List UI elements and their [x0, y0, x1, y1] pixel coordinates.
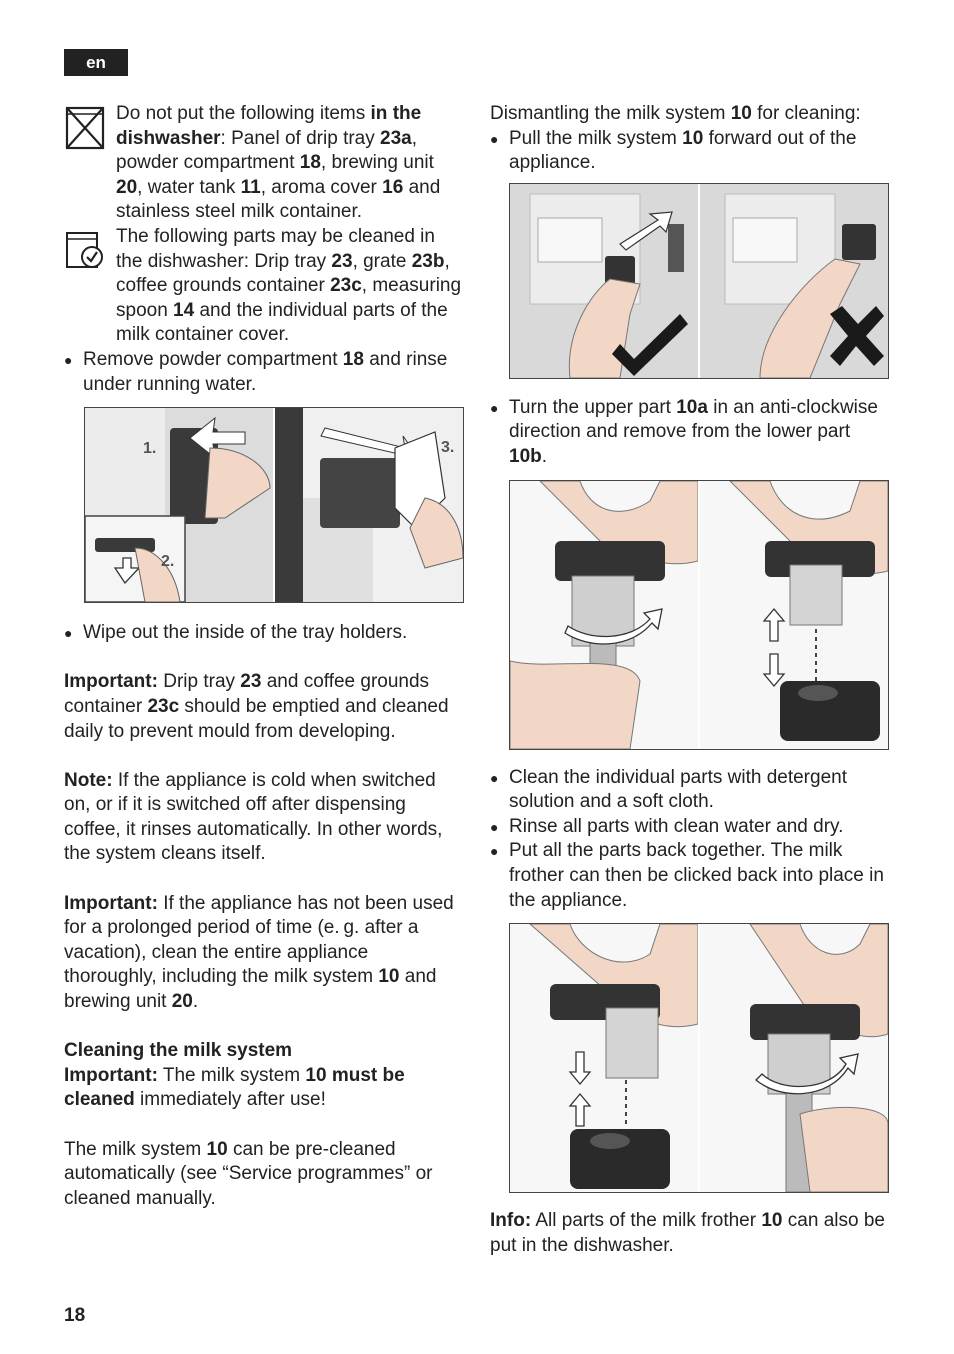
figure-powder-compartment: [84, 407, 464, 603]
bullet-remove-powder-compartment: ● Remove powder compartment 18 and rinse under running water.: [64, 348, 464, 397]
figure-reassemble: [509, 923, 889, 1193]
dishwasher-allowed-block: [64, 225, 464, 348]
note-auto-rinse: Note: If the appliance is cold when switched on, or if it is switched off after dispensing coffee, it rinses automatically. In other words, the system cleans itself.: [64, 769, 443, 865]
important-drip-tray: Important: Drip tray 23 and coffee grounds container 23c should be emptied and cleaned daily to prevent mould from developing.: [64, 671, 449, 742]
left-column: [64, 102, 464, 1211]
dismantle-heading: Dismantling the milk system 10 for cleaning:: [490, 103, 861, 124]
step-label-3: 3.: [441, 439, 455, 457]
figure-panel-left: [85, 408, 273, 602]
dishwasher-check-icon: [64, 227, 106, 273]
important-clean-immediately: Important: The milk system 10 must be cleaned immediately after use!: [64, 1064, 405, 1111]
figure-panel-click: [698, 924, 888, 1192]
bullet-turn-upper-part: ● Turn the upper part 10a in an anti-clockwise direction and remove from the lower part 10b.: [490, 396, 892, 470]
figure-pull-milk-system: [509, 183, 889, 379]
page-number: 18: [64, 1305, 86, 1326]
figure-panel-join: [510, 924, 698, 1192]
language-tab: en: [64, 49, 128, 76]
dishwasher-not-allowed-text: Do not put the following items in the dishwasher: Panel of drip tray 23a, powder compartment 18, brewing unit 20, water tank 11, aroma cover 16 and stainless steel milk container.: [116, 103, 441, 223]
milk-system-precleaned: The milk system 10 can be pre-cleaned automatically (see “Service programmes” or cleaned manually.: [64, 1138, 433, 1209]
figure-panel-wrong: [698, 184, 888, 378]
bullet-rinse-parts: ● Rinse all parts with clean water and dry.: [490, 815, 892, 840]
dishwasher-crossed-icon: [64, 104, 106, 150]
figure-panel-rotate: [510, 481, 698, 749]
bullet-pull-milk-system: ● Pull the milk system 10 forward out of the appliance.: [490, 127, 892, 176]
info-dishwasher-safe: Info: All parts of the milk frother 10 can also be put in the dishwasher.: [490, 1210, 885, 1256]
right-column: [490, 102, 892, 1258]
important-prolonged-disuse: Important: If the appliance has not been used for a prolonged period of time (e. g. after a vacation), clean the entire appliance thoroughly, including the milk system 10 and brewing unit 20.: [64, 892, 454, 1013]
section-title-cleaning-milk-system: Cleaning the milk system: [64, 1040, 293, 1062]
dishwasher-allowed-text: The following parts may be cleaned in the dishwasher: Drip tray 23, grate 23b, coffee grounds container 23c, measuring spoon 14 and the individual parts of the milk container cover.: [116, 225, 462, 346]
step-label-1: 1.: [143, 440, 157, 458]
figure-panel-separated: [698, 481, 888, 749]
dishwasher-not-allowed-block: [64, 102, 464, 225]
bullet-reassemble: ● Put all the parts back together. The milk frother can then be clicked back into place in the appliance.: [490, 839, 892, 913]
bullet-wipe-tray-holders: ● Wipe out the inside of the tray holders.: [64, 621, 464, 646]
bullet-clean-parts: ● Clean the individual parts with detergent solution and a soft cloth.: [490, 766, 892, 815]
figure-panel-right: [273, 408, 463, 602]
figure-panel-correct: [510, 184, 698, 378]
figure-separate-parts: [509, 480, 889, 750]
step-label-2: 2.: [161, 553, 175, 571]
